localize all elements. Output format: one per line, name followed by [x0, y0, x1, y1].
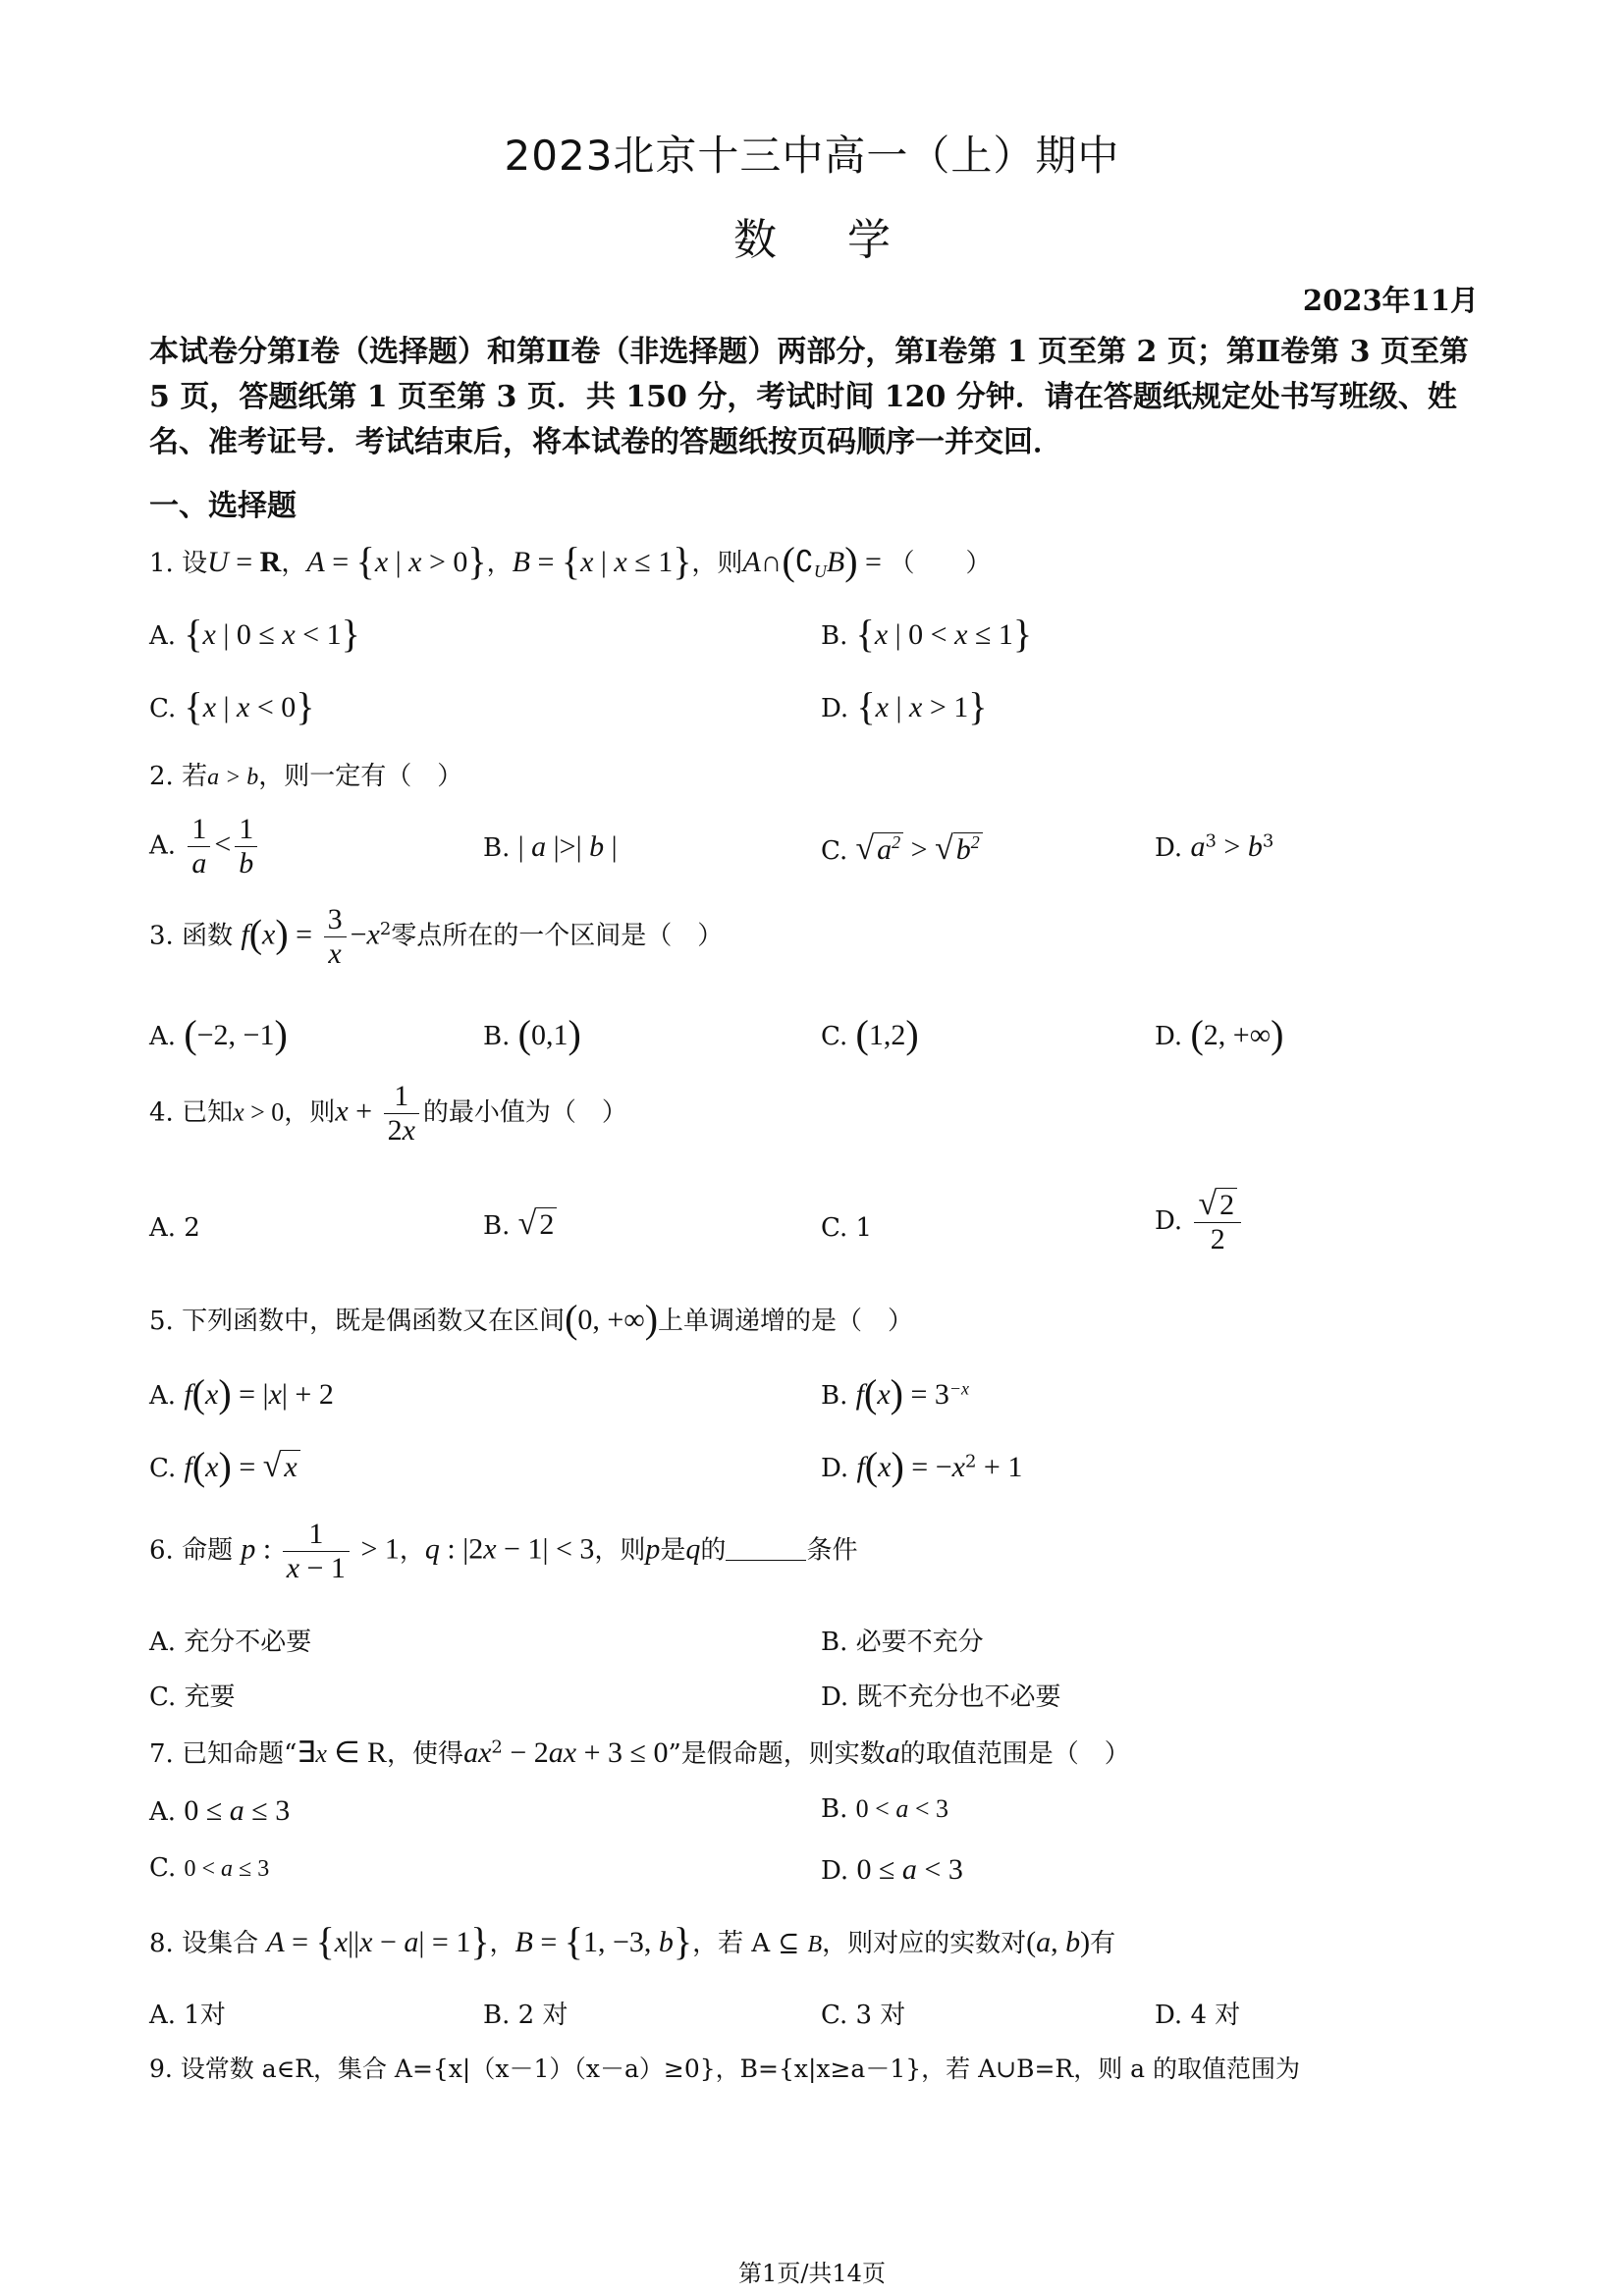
q7-option-b[interactable]: B. 0 < a < 3: [821, 1794, 948, 1824]
q2-option-d[interactable]: D. $a^3 > b^3$: [1155, 830, 1274, 863]
q6-option-d[interactable]: D. 既不充分也不必要: [821, 1682, 1061, 1712]
q5-option-a[interactable]: A. f(x) = |x| + 2: [149, 1371, 334, 1415]
q2-option-a[interactable]: A. $\frac{1}{a}$ < $\frac{1}{b}$: [149, 813, 261, 881]
q8-option-c[interactable]: C. 3 对: [821, 2001, 906, 2030]
q4-option-a[interactable]: A. 2: [149, 1213, 200, 1243]
q8-option-b[interactable]: B. 2 对: [483, 2001, 568, 2030]
q1-option-d[interactable]: D. {x | x > 1}: [821, 684, 988, 728]
q7-option-a[interactable]: A. 0 ≤ a ≤ 3: [149, 1794, 291, 1827]
q8-option-d[interactable]: D. 4 对: [1155, 2001, 1241, 2030]
question-5: 5. 下列函数中，既是偶函数又在区间(0, +∞)上单调递增的是（ ）: [149, 1297, 914, 1341]
question-6: 6. 命题 p : $\frac{1}{x - 1}$ > 1，q : |2x − 1| < 3，则p是q的 条件: [149, 1518, 858, 1584]
q2-option-b[interactable]: B. | a |>| b |: [483, 830, 618, 863]
q4-option-b[interactable]: B. √ 2: [483, 1205, 557, 1243]
q4-option-c[interactable]: C. 1: [821, 1213, 873, 1243]
answer-blank[interactable]: [726, 1560, 806, 1561]
q1-option-c[interactable]: C. {x | x < 0}: [149, 684, 315, 728]
q8-option-a[interactable]: A. 1对: [149, 2001, 226, 2030]
question-7: 7. 已知命题“∃x ∈ R，使得$ax^2 - 2ax + 3 \le 0$”是假命题，则实数a的取值范围是（ ）: [149, 1736, 1130, 1769]
q3-option-b[interactable]: B. (0,1): [483, 1012, 581, 1056]
q4-option-d[interactable]: D. $\frac{√ 2}{2}$: [1155, 1188, 1245, 1256]
exam-instructions: 本试卷分第Ⅰ卷（选择题）和第Ⅱ卷（非选择题）两部分，第Ⅰ卷第 1 页至第 2 页；第Ⅱ卷第 3 页至第 5 页，答题纸第 1 页至第 3 页．共 150 分，考试时间 120 分钟．请在答题纸规定处书写班级、姓名、准考证号．考试结束后，将本试卷的答题纸按页码顺序一并交回．: [149, 335, 1469, 459]
q3-option-a[interactable]: A. (−2, −1): [149, 1012, 288, 1056]
subject-char-2: 学: [847, 215, 891, 265]
subject-char-1: 数: [733, 215, 777, 265]
q1-option-b[interactable]: B. {x | 0 < x ≤ 1}: [821, 612, 1033, 656]
subject-title: [0, 204, 1624, 267]
question-4: 4. 已知x > 0，则x + $\frac{1}{2x}$ 的最小值为（ ）: [149, 1080, 627, 1147]
section-title: 一、选择题: [149, 489, 297, 523]
q7-option-c[interactable]: C. 0 < a ≤ 3: [149, 1853, 270, 1883]
question-3: 3. 函数 f(x) = $\frac{3}{x}$ $-x^2$零点所在的一个区间是（ ）: [149, 903, 724, 970]
q6-option-a[interactable]: A. 充分不必要: [149, 1628, 312, 1657]
q3-option-c[interactable]: C. (1,2): [821, 1012, 919, 1056]
question-8: 8. 设集合 A = {x||x − a| = 1}，B = {1, −3, b}，若 A ⊆ B，则对应的实数对(a, b)有: [149, 1919, 1116, 1963]
q1-option-a[interactable]: A. {x | 0 ≤ x < 1}: [149, 612, 360, 656]
q2-option-c[interactable]: C. √ $a^2$ > √ $b^2$: [821, 830, 983, 868]
q6-option-c[interactable]: C. 充要: [149, 1682, 236, 1712]
exam-title: 2023北京十三中高一（上）期中: [504, 132, 1120, 180]
exam-date: 2023年11月: [1302, 284, 1479, 317]
q3-option-d[interactable]: D. (2, +∞): [1155, 1012, 1284, 1056]
q7-option-d[interactable]: D. 0 ≤ a < 3: [821, 1853, 963, 1886]
q5-option-b[interactable]: B. $f(x) = 3^{-x}$: [821, 1371, 970, 1415]
question-2: 2. 若a > b，则一定有（ ）: [149, 762, 463, 791]
q6-option-b[interactable]: B. 必要不充分: [821, 1628, 984, 1657]
question-1: 1. 设U = R，A = {x | x > 0}，B = {x | x ≤ 1}，则$A\cap(∁_UB)$ = （ ）: [149, 539, 992, 583]
question-9: 9. 设常数 a∈R，集合 A={x|（x－1）（x－a）≥0}，B={x|x≥a－1}，若 A∪B=R，则 a 的取值范围为: [149, 2055, 1301, 2083]
q5-option-c[interactable]: C. f(x) = √ x: [149, 1443, 300, 1489]
q5-option-d[interactable]: D. $f(x) = -x^2 + 1$: [821, 1444, 1023, 1488]
page-footer: 第1页/共14页: [738, 2260, 886, 2287]
